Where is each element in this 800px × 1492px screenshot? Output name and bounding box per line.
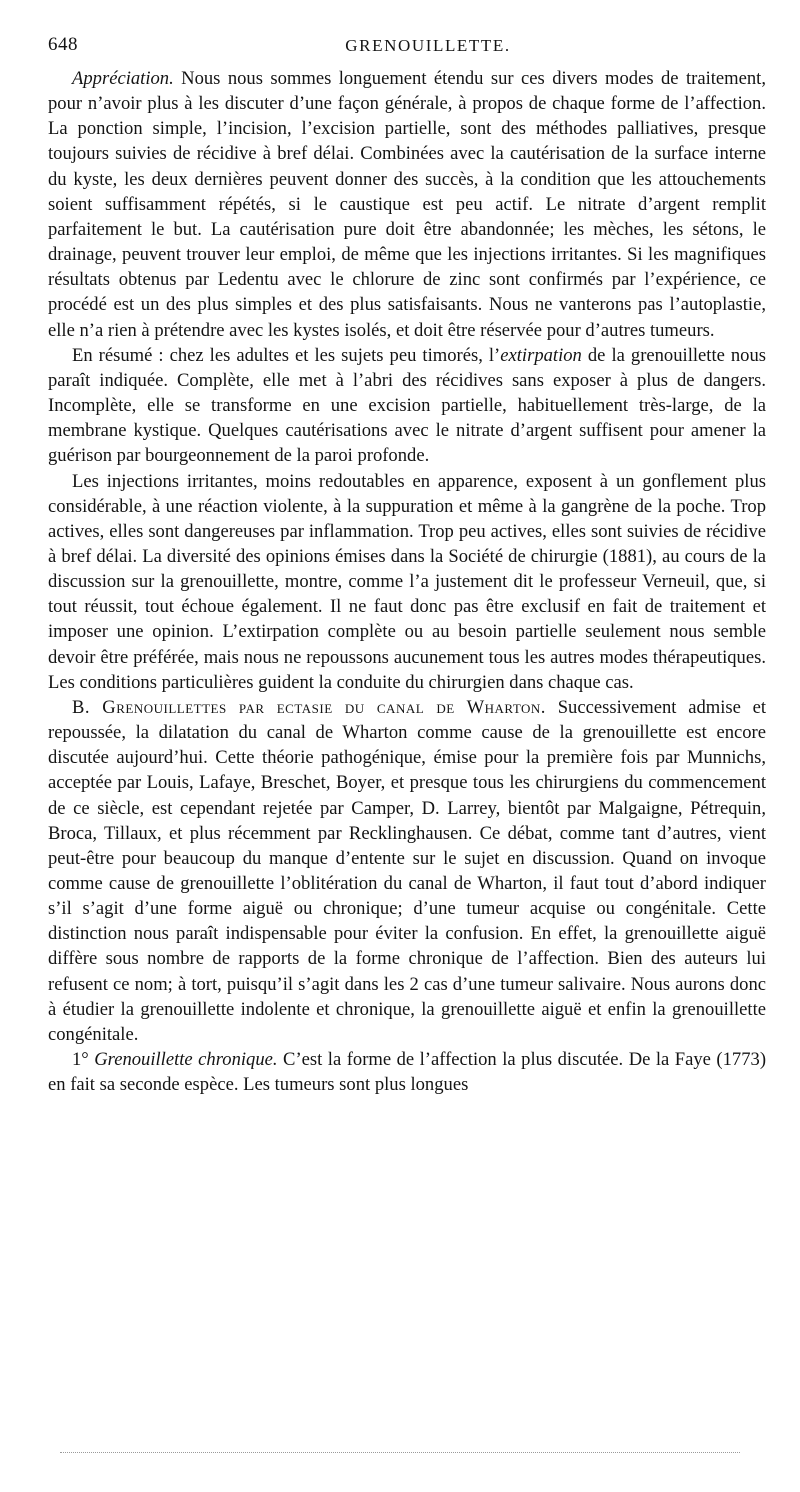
paragraph-text: C’est la forme de l’affection la plus discutée. De la Faye (1773) en fait sa seconde espèce. Les tumeurs sont plus longues (48, 1049, 767, 1096)
body-text (48, 66, 766, 1097)
paragraph-text: Successivement admise et repoussée, la dilatation du canal de Wharton comme cause de la grenouillette est encore discutée aujourd’hui. Cette théorie pathogénique, émise pour la première fois par Munnichs, acceptée par Louis, Lafaye, Breschet, Boyer, et presque tous les chirurgiens du commencement de ce siècle, est cependant rejetée par Camper, D. Larrey, bientôt par Malgaigne, Pétrequin, Broca, Tillaux, et plus récemment par Recklinghausen. Ce débat, comme tant d’autres, vient peut-être pour beaucoup du manque d’entente sur le sujet en discussion. Quand on invoque comme cause de grenouillette l’oblitération du canal de Wharton, il faut tout d’abord indiquer s’il s’agit d’une forme aiguë ou chronique; d’une tumeur acquise ou congénitale. Cette distinction nous paraît indispensable pour éviter la confusion. En effet, la grenouillette aiguë diffère sous nombre de rapports de la forme chronique de l’affection. Bien des auteurs lui refusent ce nom; à tort, puisqu’il s’agit dans les 2 cas d’une tumeur salivaire. Nous aurons donc à étudier la grenouillette indolente et chronique, la grenouillette aiguë et enfin la grenouillette congénitale. (48, 696, 767, 1045)
paragraph-text: de la grenouillette nous paraît indiquée. Complète, elle met à l’abri des récidives sans exposer à plus de dangers. Incomplète, elle se transforme en une excision partielle, habituellement très-large, de la membrane kystique. Quelques cautérisations avec le nitrate d’argent suffisent pour amener la guérison par bourgeonnement de la paroi profonde. (48, 344, 767, 467)
paragraph-resume (48, 343, 766, 469)
page-number: 648 (48, 34, 78, 55)
paragraph-chronique (48, 1047, 766, 1097)
running-title: GRENOUILLETTE. (345, 36, 511, 55)
subsection-number: 1° (72, 1049, 89, 1071)
paragraph-lead: Appréciation. (72, 68, 174, 89)
footer-rule (60, 1452, 740, 1453)
paragraph-section-b (48, 695, 766, 1047)
page-header (48, 34, 768, 64)
paragraph-injections (48, 469, 766, 695)
subsection-heading: Grenouillette chronique. (94, 1049, 278, 1071)
paragraph-text: Nous nous sommes longuement étendu sur ces divers modes de traitement, pour n’avoir plus à les discuter d’une façon générale, à propos de chaque forme de l’affection. La ponction simple, l’incision, l’excision partielle, sont des méthodes palliatives, presque toujours suivies de récidive à bref délai. Combinées avec la cautérisation de la surface interne du kyste, les deux dernières peuvent donner des succès, à la condition que les attouchements soient suffisamment répétés, si le caustique est peu actif. Le nitrate d’argent remplit parfaitement le but. La cautérisation pure doit être abandonnée; les mèches, les sétons, le drainage, peuvent trouver leur emploi, de même que les injections irritantes. Si les magnifiques résultats obtenus par Ledentu avec le chlorure de zinc sont confirmés par l’expérience, ce procédé est un des plus simples et des plus satisfaisants. Nous ne vanterons pas l’autoplastie, elle n’a rien à prétendre avec les kystes isolés, et doit être réservée pour d’autres tumeurs. (48, 68, 766, 341)
paragraph-emphasis: extirpation (500, 344, 582, 366)
paragraph-text: En résumé : chez les adultes et les sujets peu timorés, l’ (72, 344, 501, 366)
section-heading: B. Grenouillettes par ectasie du canal de Wharton. (72, 696, 546, 718)
paragraph-text: Les injections irritantes, moins redoutables en apparence, exposent à un gonflement plus considérable, à une réaction violente, à la suppuration et même à la gangrène de la poche. Trop actives, elles sont dangereuses par inflammation. Trop peu actives, elles sont suivies de récidive à bref délai. La diversité des opinions émises dans la Société de chirurgie (1881), au cours de la discussion sur la grenouillette, montre, comme l’a justement dit le professeur Verneuil, que, si tout réussit, tout échoue également. Il ne faut donc pas être exclusif en fait de traitement et imposer une opinion. L’extirpation complète ou au besoin partielle seulement nous semble devoir être préférée, mais nous ne repoussons aucunement tous les autres modes thérapeutiques. Les conditions particulières guident la conduite du chirurgien dans chaque cas. (48, 470, 766, 693)
paragraph-appreciation (48, 66, 766, 343)
